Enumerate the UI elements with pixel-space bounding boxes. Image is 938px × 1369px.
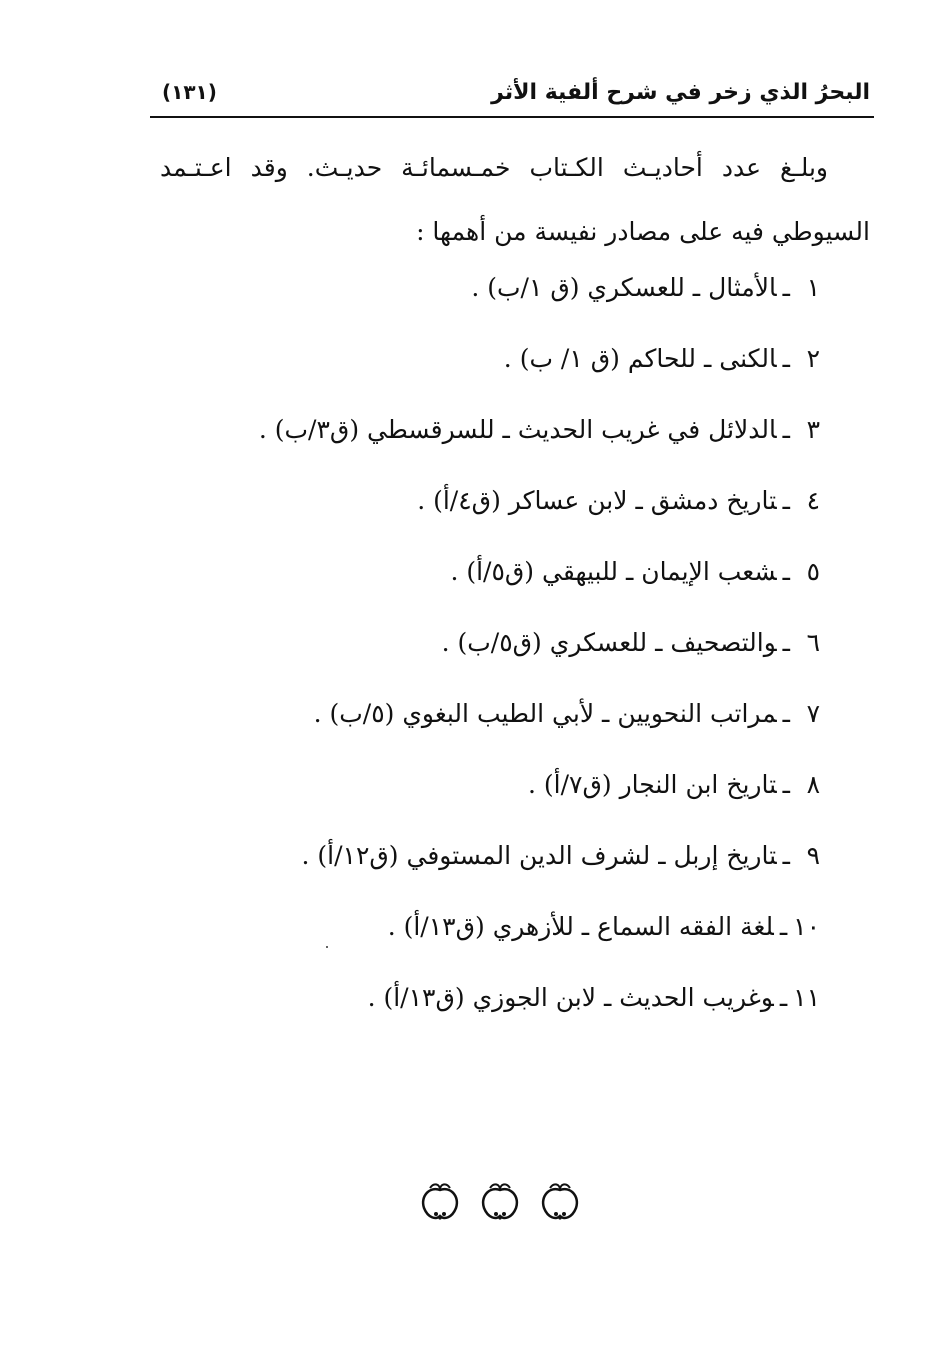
item-number: ٨ [806,770,820,799]
item-text: وغريب الحديث ـ لابن الجوزي (ق١٣/أ) . [367,983,774,1012]
item-text: الدلائل في غريب الحديث ـ للسرقسطي (ق٣/ب) . [258,415,777,444]
intro-paragraph-block [160,136,870,264]
item-number: ١٠ [793,912,820,941]
ornament-divider [416,1178,584,1226]
list-item: ٣ـالدلائل في غريب الحديث ـ للسرقسطي (ق٣/ب) . [180,394,820,465]
list-item: ٤ـتاريخ دمشق ـ لابن عساكر (ق٤/أ) . [180,465,820,536]
item-number: ١ [806,273,820,302]
list-item: ٨ـتاريخ ابن النجار (ق٧/أ) . [180,749,820,820]
item-number: ٩ [806,841,820,870]
item-text: لغة الفقه السماع ـ للأزهري (ق١٣/أ) . [387,912,774,941]
list-item: ١ـالأمثال ـ للعسكري (ق ١/ب) . [180,252,820,323]
item-number: ٤ [806,486,820,515]
list-item: ١٠ـلغة الفقه السماع ـ للأزهري (ق١٣/أ) . [180,891,820,962]
stray-dot [326,946,328,948]
page-header [150,72,874,118]
item-text: والتصحيف ـ للعسكري (ق٥/ب) . [441,628,777,657]
list-item: ٩ـتاريخ إربل ـ لشرف الدين المستوفي (ق١٢/أ) . [180,820,820,891]
item-number: ٥ [806,557,820,586]
item-number: ٧ [806,699,820,728]
item-text: الأمثال ـ للعسكري (ق ١/ب) . [471,273,777,302]
intro-paragraph: وبلـغ عدد أحاديـث الكـتاب خمـسمائـة حديـث. وقد اعـتـمد السيوطي فيه على مصادر نفيسة من أهمها : [160,153,870,246]
page-number: (١٣١) [162,80,217,104]
floral-ornament-icon [536,1178,584,1226]
list-item: ٢ـالكنى ـ للحاكم (ق ١/ ب) . [180,323,820,394]
item-number: ٣ [806,415,820,444]
sources-list [180,252,820,1033]
item-text: الكنى ـ للحاكم (ق ١/ ب) . [503,344,777,373]
item-text: تاريخ دمشق ـ لابن عساكر (ق٤/أ) . [417,486,777,515]
floral-ornament-icon [416,1178,464,1226]
floral-ornament-icon [476,1178,524,1226]
item-text: تاريخ ابن النجار (ق٧/أ) . [528,770,777,799]
item-number: ٢ [806,344,820,373]
item-text: تاريخ إربل ـ لشرف الدين المستوفي (ق١٢/أ) . [301,841,777,870]
item-number: ٦ [806,628,820,657]
list-item: ٥ـشعب الإيمان ـ للبيهقي (ق٥/أ) . [180,536,820,607]
running-title: البحرُ الذي زخر في شرح ألفية الأثر [491,80,870,105]
item-text: مراتب النحويين ـ لأبي الطيب البغوي (٥/ب) . [313,699,777,728]
list-item: ٦ـوالتصحيف ـ للعسكري (ق٥/ب) . [180,607,820,678]
item-number: ١١ [793,983,820,1012]
list-item: ٧ـمراتب النحويين ـ لأبي الطيب البغوي (٥/ب) . [180,678,820,749]
list-item: ١١ـوغريب الحديث ـ لابن الجوزي (ق١٣/أ) . [180,962,820,1033]
item-text: شعب الإيمان ـ للبيهقي (ق٥/أ) . [450,557,777,586]
